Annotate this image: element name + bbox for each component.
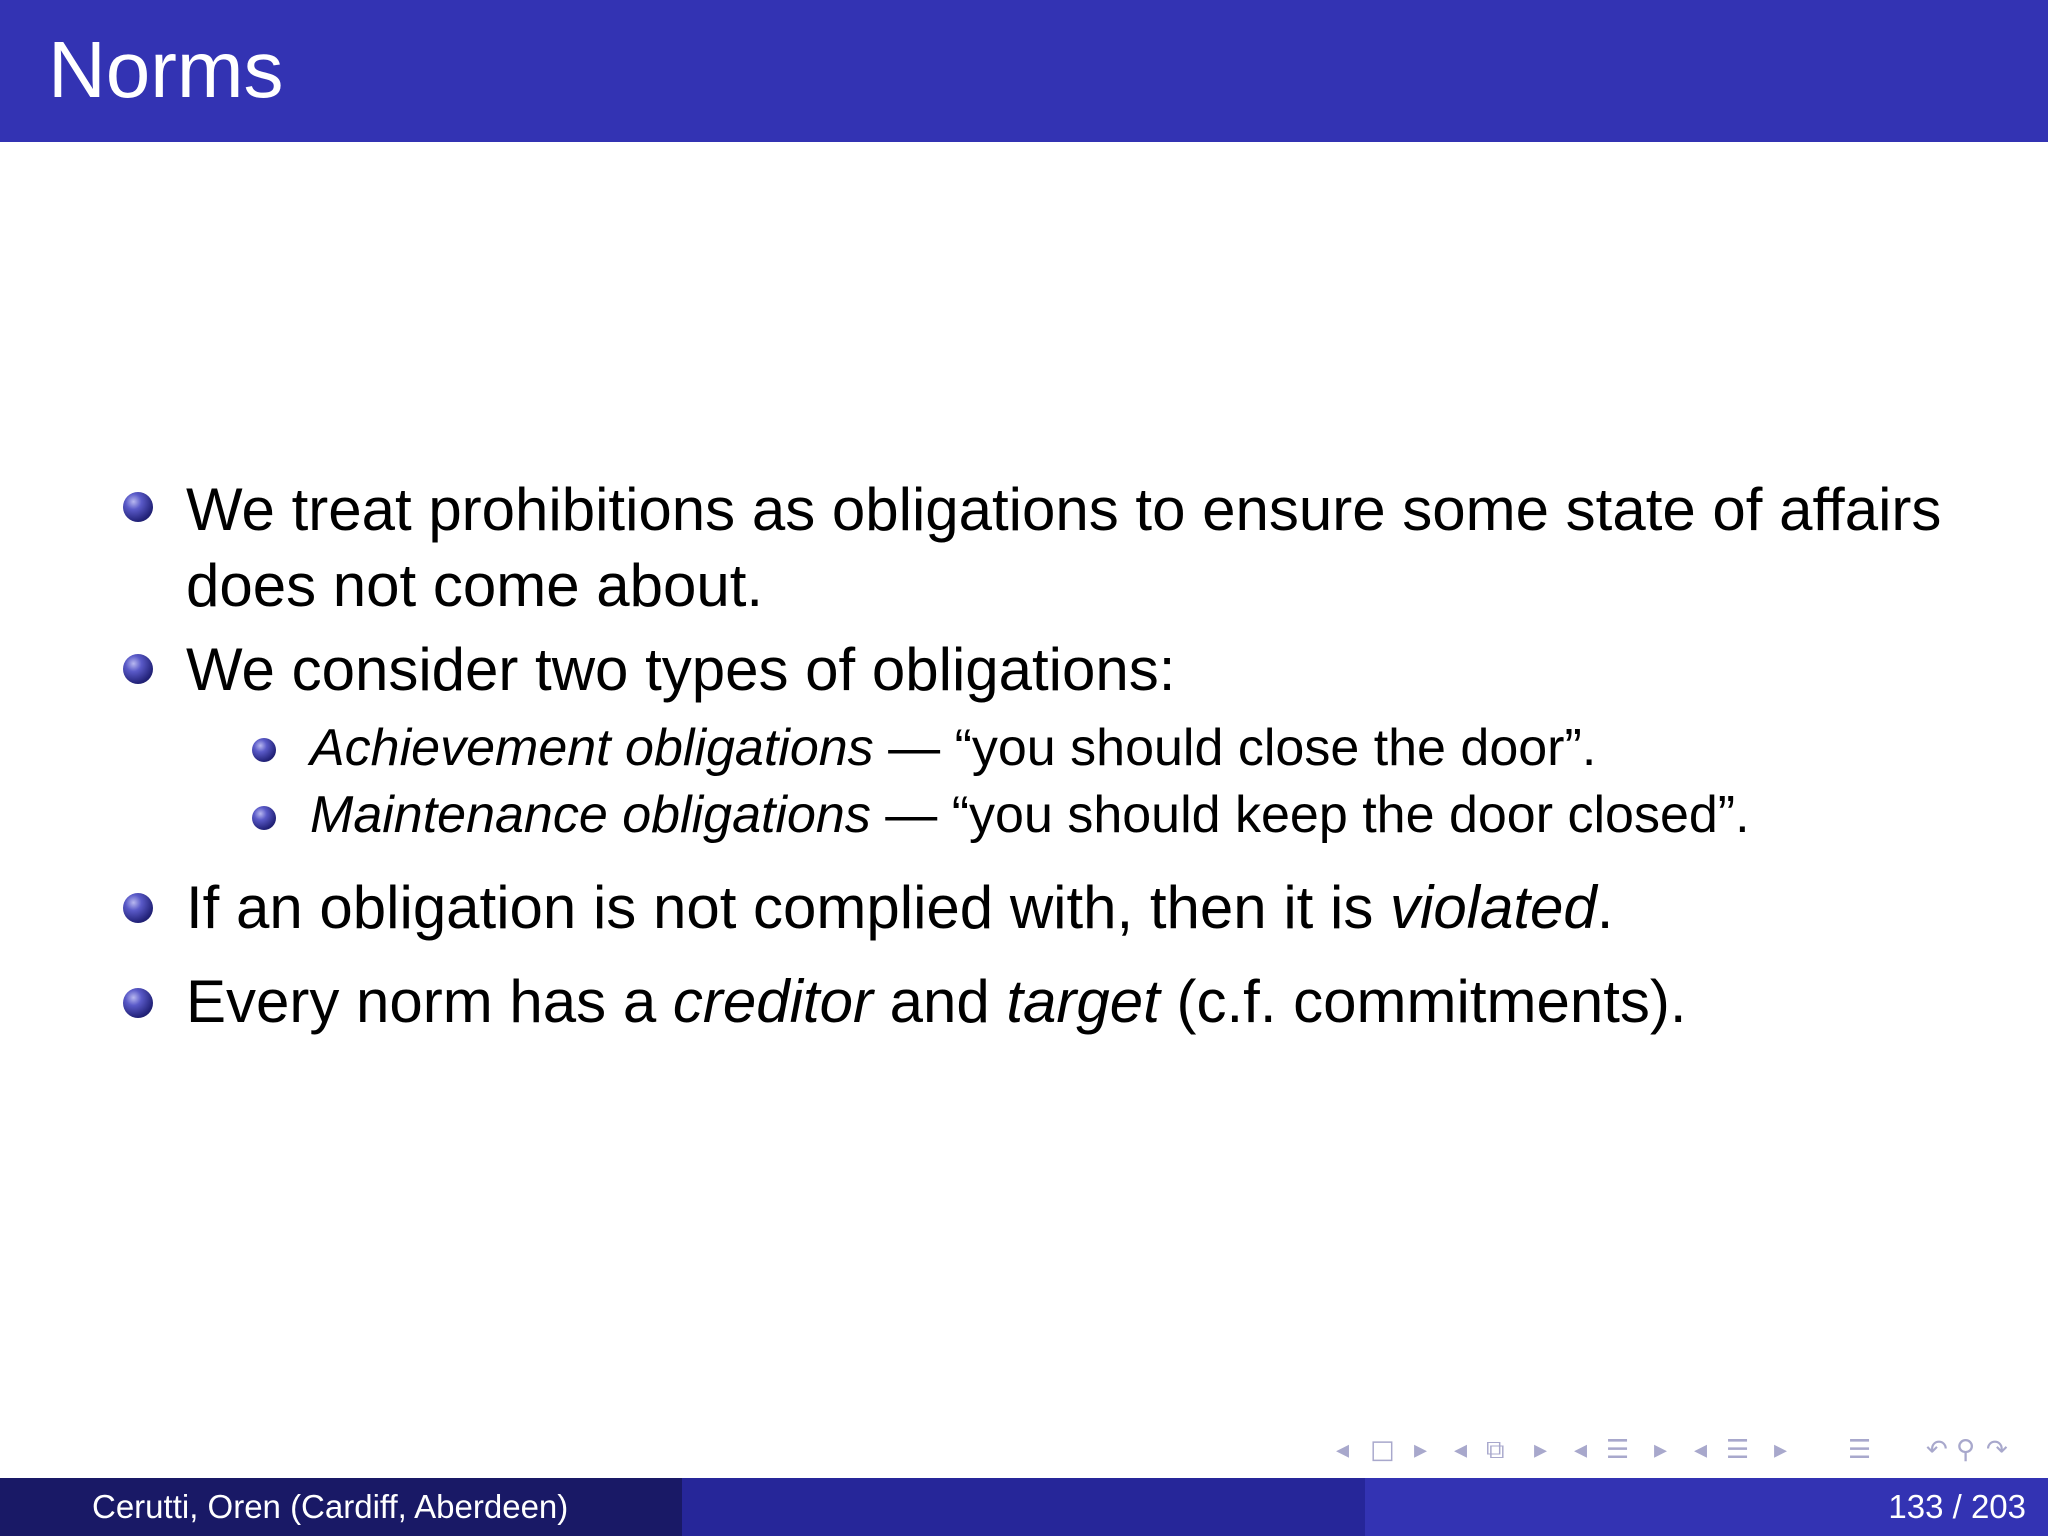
bullet-icon	[123, 492, 153, 522]
next-arrow-icon[interactable]: ▸	[1654, 1435, 1668, 1465]
navigation-bar	[1330, 1432, 2030, 1468]
next-arrow-icon[interactable]: ▸	[1534, 1435, 1548, 1465]
bullet-4-text	[186, 968, 1687, 1035]
presentation-icon[interactable]: ☰	[1726, 1435, 1750, 1465]
footer-title-section	[682, 1478, 1365, 1536]
footer-authors: Cerutti, Oren (Cardiff, Aberdeen)	[92, 1488, 569, 1525]
bullet-3-text	[186, 874, 1614, 941]
slide-header	[0, 0, 2048, 142]
sub-bullet-2-term: Maintenance obligations	[310, 786, 871, 844]
frame-icon[interactable]: □	[1370, 1435, 1395, 1465]
bullet-icon	[123, 988, 153, 1018]
bullet-4-pre: Every norm has a	[186, 968, 673, 1035]
bullet-4-mid: and	[872, 968, 1007, 1035]
sub-bullet-1	[310, 719, 1597, 777]
sub-bullet-icon	[252, 738, 276, 762]
prev-arrow-icon[interactable]: ◂	[1454, 1435, 1468, 1465]
prev-arrow-icon[interactable]: ◂	[1694, 1435, 1708, 1465]
bullet-4-term-creditor: creditor	[672, 968, 873, 1035]
bullet-4-post: (c.f. commitments).	[1159, 968, 1687, 1035]
sub-bullet-1-term: Achievement obligations	[310, 719, 874, 777]
next-arrow-icon[interactable]: ▸	[1414, 1435, 1428, 1465]
bullet-3-pre: If an obligation is not complied with, then it is	[186, 874, 1390, 941]
sub-bullet-icon	[252, 806, 276, 830]
bullet-1-line-2: does not come about.	[186, 552, 764, 619]
bullet-4-term-target: target	[1006, 968, 1160, 1035]
bullet-1-line-1: We treat prohibitions as obligations to ensure some state of affairs	[186, 476, 1942, 543]
next-arrow-icon[interactable]: ▸	[1774, 1435, 1788, 1465]
search-icon[interactable]: ⚲	[1956, 1435, 1976, 1465]
prev-arrow-icon[interactable]: ◂	[1336, 1435, 1350, 1465]
subsection-icon[interactable]: ⧉	[1486, 1435, 1505, 1465]
bullet-icon	[123, 893, 153, 923]
slide-title: Norms	[48, 25, 284, 114]
footer-author-section	[0, 1478, 682, 1536]
bullet-2-text: We consider two types of obligations:	[186, 636, 1176, 703]
undo-icon[interactable]: ↶	[1926, 1435, 1948, 1465]
sub-bullet-1-text: — “you should close the door”.	[873, 719, 1597, 777]
prev-arrow-icon[interactable]: ◂	[1574, 1435, 1588, 1465]
sub-bullet-2-text: — “you should keep the door closed”.	[870, 786, 1750, 844]
bullet-3-post: .	[1596, 874, 1614, 941]
footer-page-section	[1365, 1478, 2048, 1536]
slide-footer	[0, 1478, 2048, 1536]
redo-icon[interactable]: ↷	[1986, 1435, 2008, 1465]
section-icon[interactable]: ☰	[1606, 1435, 1630, 1465]
bullet-3-term: violated	[1389, 874, 1597, 941]
bullet-icon	[123, 654, 153, 684]
sub-bullet-2	[310, 786, 1750, 844]
toc-icon[interactable]: ☰	[1848, 1435, 1872, 1465]
page-number: 133 / 203	[1888, 1488, 2026, 1525]
